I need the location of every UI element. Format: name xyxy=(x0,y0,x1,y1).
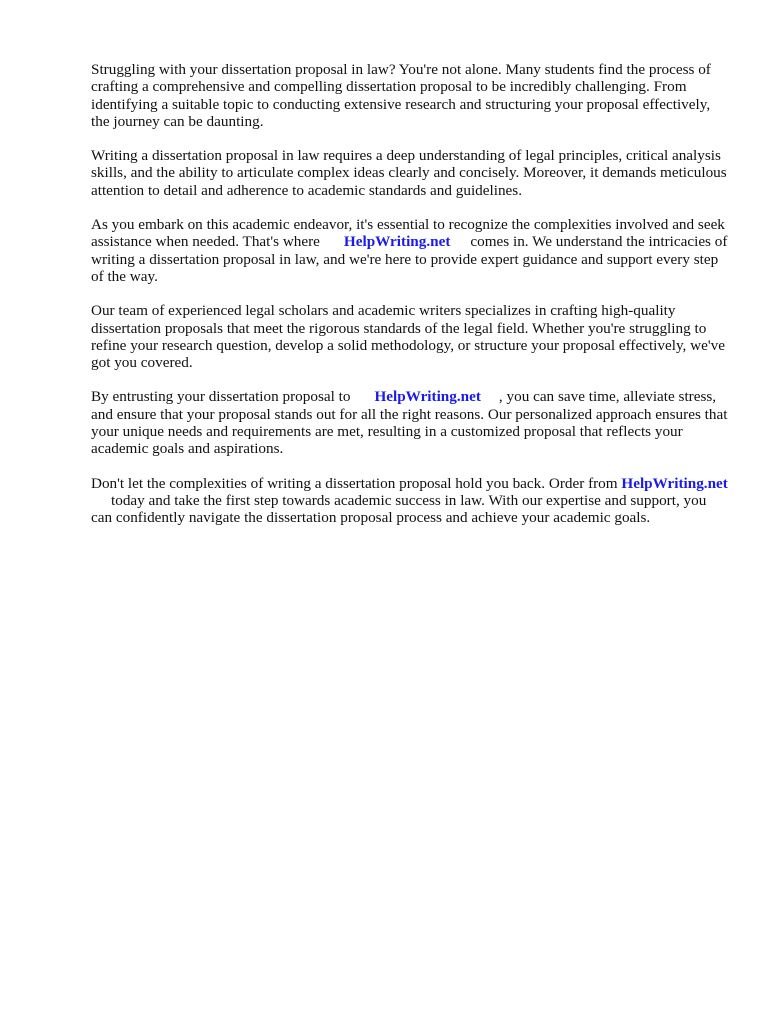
document-body xyxy=(91,61,731,544)
paragraph-order-text-before: Don't let the complexities of writing a dissertation proposal hold you back. Order from xyxy=(91,474,618,492)
paragraph-assistance xyxy=(91,216,731,285)
paragraph-requirements: Writing a dissertation proposal in law requires a deep understanding of legal principles, critical analysis skills, and the ability to articulate complex ideas clearly and concisely. Moreover, it demands meticulous attention to detail and adherence to academic standards and guidelines. xyxy=(91,147,727,199)
paragraph-assistance-text-before: As you embark on this academic endeavor, it's essential to recognize the complexities involved and seek assistance when needed. That's where xyxy=(91,216,725,251)
paragraph-order-text-after: today and take the first step towards academic success in law. With our expertise and support, you can confidently navigate the dissertation proposal process and achieve your academic goals. xyxy=(91,491,707,527)
helpwriting-link-1[interactable]: HelpWriting.net xyxy=(343,233,451,251)
paragraph-intro: Struggling with your dissertation proposal in law? You're not alone. Many students find the process of crafting a comprehensive and compelling dissertation proposal to be incredibly challenging. From identifying a suitable topic to conducting extensive research and structuring your proposal effectively, the journey can be daunting. xyxy=(91,61,711,130)
paragraph-entrusting-text-before: By entrusting your dissertation proposal to xyxy=(91,388,351,406)
helpwriting-link-2[interactable]: HelpWriting.net xyxy=(374,388,481,406)
paragraph-entrusting-text-after: , you can save time, alleviate stress, and ensure that your proposal stands out for all the right reasons. Our personalized approach ensures that your unique needs and requirements are met, resulting in a customized proposal that reflects your academic goals and aspirations. xyxy=(91,388,728,458)
paragraph-entrusting xyxy=(91,388,731,457)
paragraph-assistance-text-after: comes in. We understand the intricacies of writing a dissertation proposal in law, and we're here to provide expert guidance and support every step of the way. xyxy=(91,233,728,285)
helpwriting-link-3[interactable]: HelpWriting.net xyxy=(621,474,728,492)
paragraph-team: Our team of experienced legal scholars and academic writers specializes in crafting high-quality dissertation proposals that meet the rigorous standards of the legal field. Whether you're struggling to refine your research question, develop a solid methodology, or structure your proposal effectively, we've got you covered. xyxy=(91,302,725,372)
paragraph-order xyxy=(91,475,731,527)
